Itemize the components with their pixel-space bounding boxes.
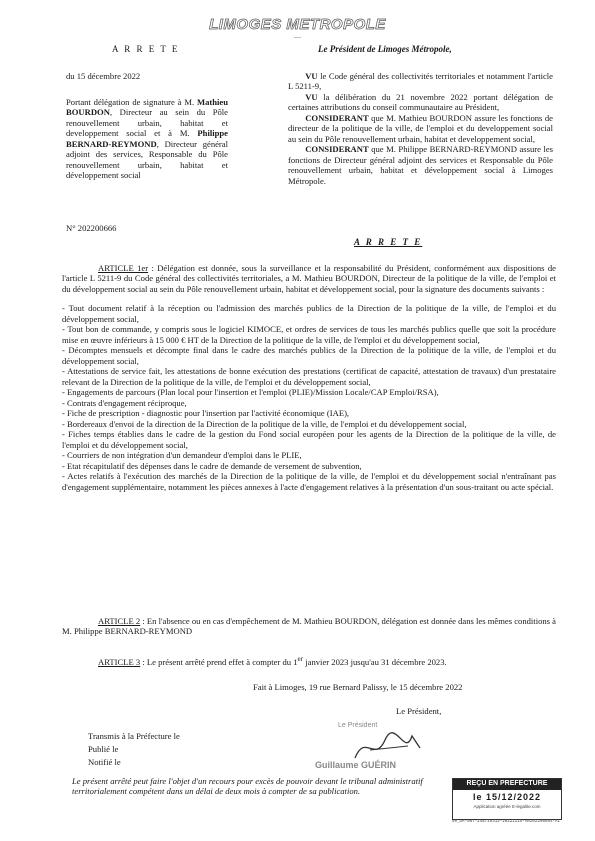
- considerant-1: [288, 113, 553, 144]
- arrete-heading: A R R E T E: [112, 44, 180, 54]
- list-item: - Tout document relatif à la réception ou l'admission des marchés publics de la Direction de la politique de la ville, de l'emploi et du développement social,: [62, 303, 556, 324]
- list-item: - Contrats d'engagement réciproque,: [62, 397, 187, 408]
- considerant-2-text: que M. Philippe BERNARD-REYMOND assure les fonctions de Directeur général adjoint des services et Responsable du Pôle renouvellement urbain, habitat et développement social à Limoges Métropole.: [288, 144, 553, 186]
- stamp-reference: 99_DA-087-248719312-20221215-AR202206664-AI: [452, 820, 561, 824]
- considerant-1-text: que M. Mathieu BOURDON assure les fonctions de directeur de la politique de la ville, de l'emploi et du developpement social au sein du Pôle renouvellement urbain, habitat et developpement social,: [288, 112, 553, 144]
- signatory-name: Guillaume GUÉRIN: [315, 760, 397, 770]
- article-2: [62, 616, 556, 637]
- article-3-text-b: janvier 2023 jusqu'au 31 décembre 2023.: [303, 656, 447, 667]
- stamp-date: le 15/12/2022: [472, 791, 542, 802]
- signatory-title: Le Président,: [396, 706, 442, 716]
- article-3-sup: er: [297, 655, 304, 663]
- considerant-2: [288, 144, 553, 186]
- article-1-text: : Délégation est donnée, sous la surveillance et la responsabilité du Président, conformément aux dispositions de l'article L 5211-9 du Code général des collectivités territoriales, a M. Mathieu BOURDON, Directeur de la politique de la ville, de l'emploi et du développement social au sein du Pôle renouvellement urbain, habitat et développement social, pour la signature des documents suivants :: [62, 263, 556, 294]
- recourse-notice: Le présent arrêté peut faire l'objet d'un recours pour excès de pouvoir devant le tribunal administratif territorialement compétent dans un délai de deux mois à compter de sa publication.: [72, 776, 423, 797]
- list-item: - Engagements de parcours (Plan local pour l'insertion et l'emploi (PLIE)/Mission Locale/CAP Emploi/RSA),: [62, 387, 439, 398]
- article-1-intro: [62, 263, 556, 294]
- vu-1-text: le Code général des collectivités territoriales et notamment l'article L 5211-9,: [288, 71, 553, 92]
- list-item: - Attestations de service fait, les attestations de bonne exécution des prestations (certificat de capacité, attestation de travaux) d'un prestataire relevant de la Direction de la politique de la ville, de l'emploi et du développement social,: [62, 366, 556, 387]
- article-3: [62, 655, 556, 667]
- delegation-summary: [66, 97, 228, 181]
- vu-2-keyword: VU: [305, 91, 318, 102]
- logo-mark: —: [294, 33, 301, 41]
- deleg-name: Mathieu BOURDON: [66, 97, 228, 118]
- prefecture-receipt-stamp: [452, 778, 562, 820]
- article-1-list: [62, 303, 556, 492]
- publie-le: Publié le: [88, 744, 119, 754]
- vu-2: [288, 92, 553, 113]
- transmis-prefecture: Transmis à la Préfecture le: [88, 731, 180, 741]
- list-item: - Actes relatifs à l'exécution des marchés de la Direction de la politique de la ville, de l'emploi et du développement social n'entraînant pas d'engagement supplémentaire, notamment les pièces annexes à l'acte d'engagement relatives à la présentation d'un sous-traitant ou acte spécial.: [62, 471, 556, 492]
- article-3-para: [62, 655, 556, 667]
- considerant-2-keyword: CONSIDERANT: [305, 144, 369, 155]
- stamp-title: REÇU EN PREFECTURE: [453, 779, 561, 790]
- notifie-le: Notifié le: [88, 757, 121, 767]
- article-2-para: [62, 616, 556, 637]
- arrete-subheading: A R R E T E: [354, 237, 423, 247]
- list-item: - Tout bon de commande, y compris sous le logiciel KIMOCE, et ordres de services de tous les marchés publics quelle que soit la procédure mise en œuvre inférieurs à 15 000 € HT de la Direction de la politique de la ville, de l'emploi et du développement social,: [62, 324, 556, 345]
- list-item: - Bordereaux d'envoi de la direction de la Direction de la politique de la ville, de l'emploi et du développement social,: [62, 418, 467, 429]
- place-and-date: Fait à Limoges, 19 rue Bernard Palissy, le 15 décembre 2022: [253, 682, 463, 692]
- article-2-text: : En l'absence ou en cas d'empêchement de M. Mathieu BOURDON, délégation est donnée dans les mêmes conditions à M. Philippe BERNARD-REYMOND: [62, 616, 556, 637]
- article-3-label: ARTICLE 3: [98, 656, 141, 667]
- deleg-text-2: , Directeur général adjoint des services, Responsable du Pôle renouvellement urbain, habitat et développement social: [66, 138, 228, 181]
- article-3-text-a: : Le présent arrêté prend effet à compter du 1: [140, 656, 298, 667]
- preamble: [288, 71, 553, 186]
- list-item: - Fiches temps établies dans le cadre de la gestion du Fond social européen pour les agents de la Direction de la politique de la ville, de l'emploi et du développement social,: [62, 429, 556, 450]
- article-1-label: ARTICLE 1er: [98, 263, 149, 273]
- decree-date: du 15 décembre 2022: [66, 71, 141, 81]
- vu-1-keyword: VU: [305, 71, 318, 81]
- list-item: - Décomptes mensuels et décompte final dans le cadre des marchés publics de la Direction de la politique de la ville, de l'emploi et du développement social,: [62, 345, 556, 366]
- signature-stamp-title: Le Président: [338, 722, 378, 729]
- article-1: [62, 263, 556, 492]
- list-item: - Fiche de prescription - diagnostic pour l'insertion par l'activité économique (IAE),: [62, 408, 350, 419]
- considerant-1-keyword: CONSIDERANT: [305, 112, 369, 123]
- vu-2-text: la délibération du 21 novembre 2022 portant délégation de certaines attributions du conseil communautaire au Président,: [288, 91, 553, 113]
- deleg-name-2: Philippe BERNARD-REYMOND: [66, 128, 228, 149]
- vu-1: [288, 71, 553, 92]
- article-2-label: ARTICLE 2: [98, 616, 141, 626]
- limoges-metropole-logo: LIMOGES METROPOLE: [209, 16, 386, 33]
- list-item: - Courriers de non intégration d'un demandeur d'emploi dans le PLIE,: [62, 450, 302, 461]
- list-item: - Etat récapitulatif des dépenses dans le cadre de demande de versement de subvention,: [62, 460, 362, 471]
- deleg-text-1: , Directeur au sein du Pôle renouvellement urbain, habitat et developpement social et à M.: [66, 107, 228, 139]
- deleg-intro: Portant délégation de signature à M.: [66, 97, 197, 107]
- president-heading: Le Président de Limoges Métropole,: [318, 44, 452, 54]
- stamp-subtitle: Application agréée E-legalite.com: [473, 803, 541, 809]
- decree-number: N° 202200666: [66, 223, 117, 233]
